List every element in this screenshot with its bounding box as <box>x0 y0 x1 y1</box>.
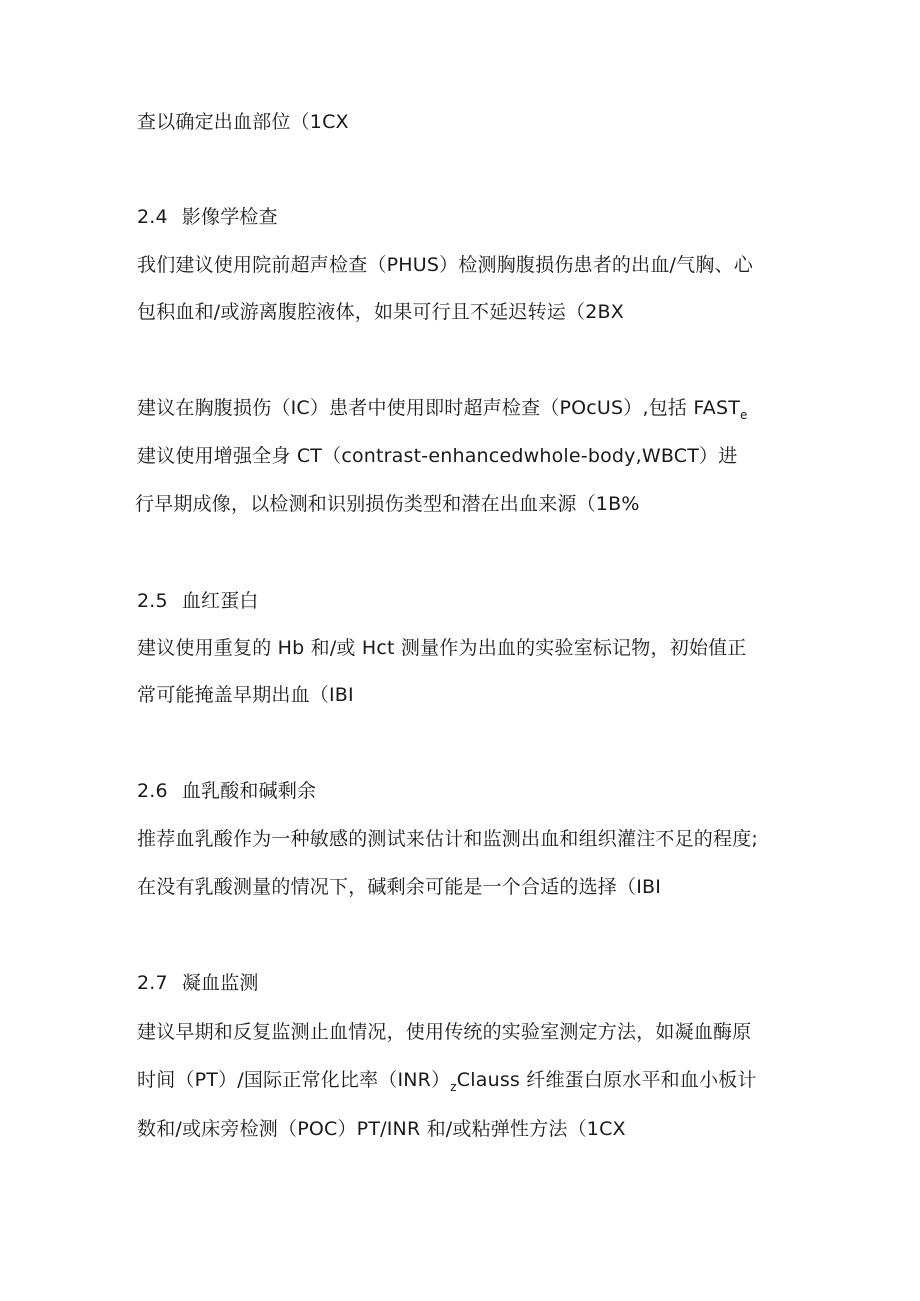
section-number: 2.5 <box>137 590 168 612</box>
paragraph-line: 建议使用重复的 Hb 和/或 Hct 测量作为出血的实验室标记物，初始值正 <box>137 637 747 659</box>
paragraph-line: 数和/或床旁检测（POC）PT/INR 和/或粘弹性方法（1CX <box>137 1118 626 1140</box>
paragraph-line: 包积血和/或游离腹腔液体，如果可行且不延迟转运（2BX <box>137 301 624 323</box>
subscript-text: z <box>450 1080 457 1094</box>
section-number: 2.7 <box>137 972 168 994</box>
section-heading-2-4 <box>137 205 278 229</box>
paragraph-text: 时间（PT）/国际正常化比率（INR） <box>137 1069 451 1091</box>
section-title: 影像学检查 <box>181 206 278 228</box>
section-title: 血乳酸和碱剩余 <box>181 780 317 802</box>
paragraph-text: 建议在胸腹损伤（IC）患者中使用即时超声检查（POcUS）,包括 FAST <box>137 397 741 419</box>
subscript-text: e <box>740 408 748 422</box>
paragraph-line: 我们建议使用院前超声检查（PHUS）检测胸腹损伤患者的出血/气胸、心 <box>137 254 753 276</box>
paragraph-line: 行早期成像，以检测和识别损伤类型和潜在出血来源（1B% <box>135 493 640 515</box>
paragraph-line: 在没有乳酸测量的情况下，碱剩余可能是一个合适的选择（IBI <box>137 876 662 898</box>
paragraph-line: 查以确定出血部位（1CX <box>137 111 349 133</box>
section-heading-2-5 <box>137 589 259 613</box>
section-heading-2-7 <box>137 971 259 995</box>
paragraph-line: 推荐血乳酸作为一种敏感的测试来估计和监测出血和组织灌注不足的程度; <box>137 828 759 850</box>
paragraph-line: 建议早期和反复监测止血情况，使用传统的实验室测定方法，如凝血酶原 <box>137 1021 752 1043</box>
section-number: 2.4 <box>137 206 168 228</box>
section-title: 凝血监测 <box>181 972 259 994</box>
section-number: 2.6 <box>137 780 168 802</box>
paragraph-text: Clauss 纤维蛋白原水平和血小板计 <box>456 1069 757 1091</box>
paragraph-line: 建议使用增强全身 CT（contrast-enhancedwhole-body,WBCT）进 <box>137 445 738 467</box>
paragraph-line: 常可能掩盖早期出血（IBI <box>137 684 354 706</box>
section-title: 血红蛋白 <box>181 590 259 612</box>
paragraph-line <box>137 1068 757 1099</box>
section-heading-2-6 <box>137 779 316 803</box>
paragraph-line <box>137 396 748 427</box>
